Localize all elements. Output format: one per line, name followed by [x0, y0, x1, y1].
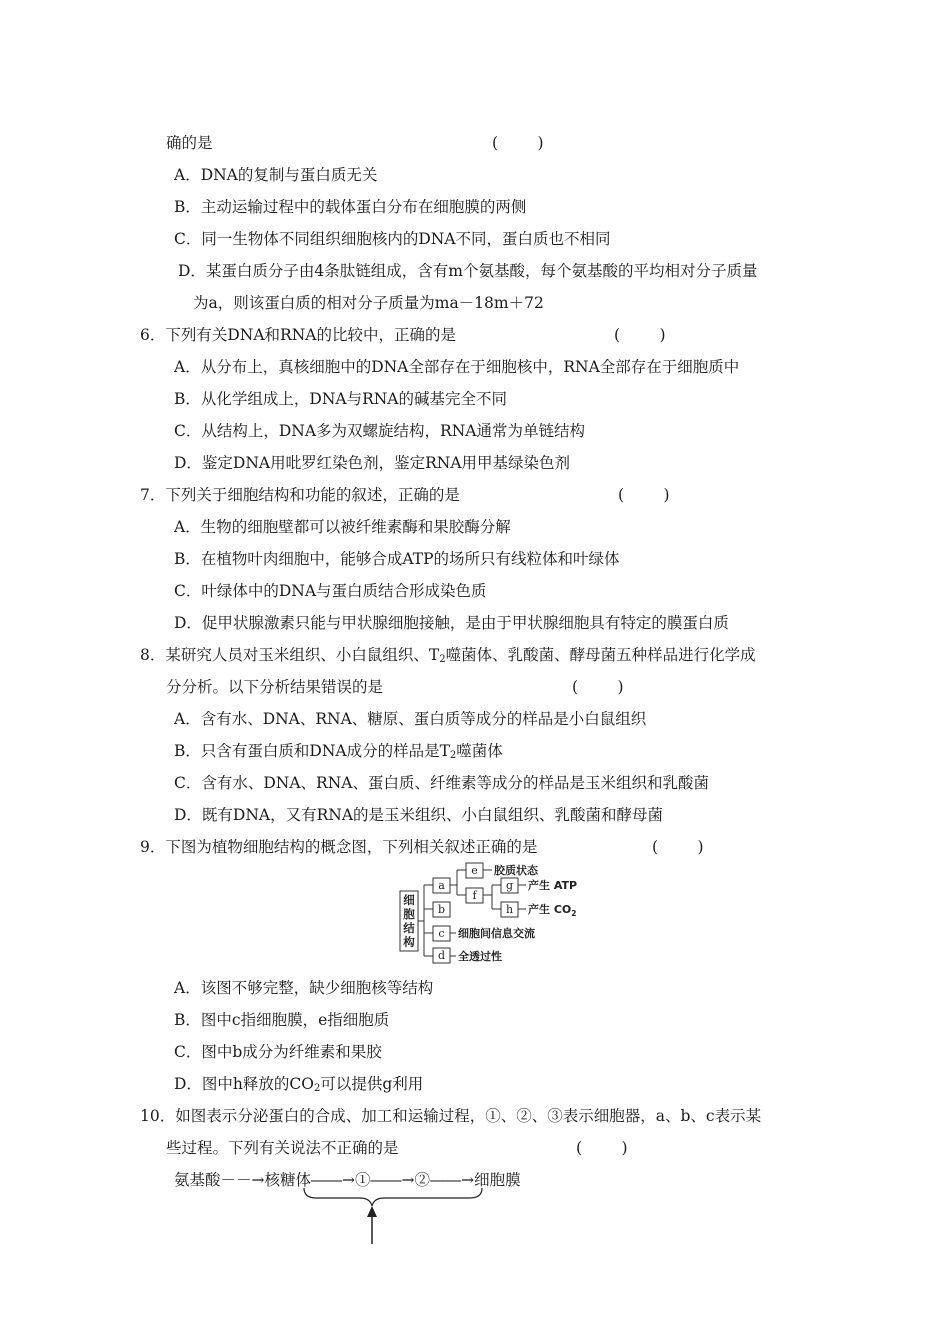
- q9-option-b: B．图中c指细胞膜，e指细胞质: [174, 1011, 390, 1029]
- q5-option-d-line1: D．某蛋白质分子由4条肽链组成，含有m个氨基酸，每个氨基酸的平均相对分子质量: [178, 262, 758, 280]
- q8-option-b: B．只含有蛋白质和DNA成分的样品是$T_2$噬菌体: [174, 742, 503, 761]
- root-char-1: 细: [403, 893, 415, 907]
- q8-option-d: D．既有DNA，又有RNA的是玉米组织、小白鼠组织、乳酸菌和酵母菌: [174, 806, 664, 824]
- node-f: f: [472, 889, 477, 902]
- q7-option-d: D．促甲状腺激素只能与甲状腺细胞接触，是由于甲状腺细胞具有特定的膜蛋白质: [174, 614, 729, 632]
- q9-option-a: A．该图不够完整，缺少细胞核等结构: [174, 979, 434, 997]
- q9-answer-paren: ( ): [652, 838, 704, 856]
- flow-arrow-d: ――→: [430, 1171, 475, 1189]
- root-char-3: 结: [403, 921, 415, 935]
- q7-option-b: B．在植物叶肉细胞中，能够合成ATP的场所只有线粒体和叶绿体: [174, 550, 620, 568]
- q8-answer-paren: ( ): [572, 678, 624, 696]
- flow-brace-with-arrow: [300, 1186, 490, 1248]
- flow-organelle-1: ①: [355, 1171, 371, 1189]
- node-d: d: [437, 949, 446, 962]
- q5-option-a: A．DNA的复制与蛋白质无关: [174, 166, 378, 184]
- root-char-2: 胞: [403, 907, 415, 921]
- label-h: 产生 $CO_2$: [528, 903, 577, 918]
- q5-option-c: C．同一生物体不同组织细胞核内的DNA不同，蛋白质也不相同: [174, 230, 611, 248]
- q7-option-a: A．生物的细胞壁都可以被纤维素酶和果胶酶分解: [174, 518, 511, 536]
- flow-ribosome: 核糖体: [264, 1171, 312, 1189]
- q5-option-d-line2: 为a，则该蛋白质的相对分子质量为ma－18m＋72: [193, 294, 544, 312]
- q5-stem-tail: 确的是: [166, 134, 213, 152]
- q6-option-b: B．从化学组成上，DNA与RNA的碱基完全不同: [174, 390, 508, 408]
- q9-option-c: C．图中b成分为纤维素和果胶: [174, 1043, 382, 1061]
- q10-stem-line2: 些过程。下列有关说法不正确的是: [166, 1139, 399, 1157]
- node-e: e: [471, 864, 478, 877]
- q8-stem-line1: 8．某研究人员对玉米组织、小白鼠组织、$T_2$噬菌体、乳酸菌、酵母菌五种样品进行化学成: [140, 646, 756, 665]
- q8-option-c: C．含有水、DNA、RNA、蛋白质、纤维素等成分的样品是玉米组织和乳酸菌: [174, 774, 709, 792]
- q5-option-b: B．主动运输过程中的载体蛋白分布在细胞膜的两侧: [174, 198, 527, 216]
- flow-amino-acid: 氨基酸: [174, 1171, 221, 1189]
- q9-option-d: D．图中h释放的$CO_2$可以提供g利用: [174, 1075, 424, 1094]
- q6-option-c: C．从结构上，DNA多为双螺旋结构，RNA通常为单链结构: [174, 422, 585, 440]
- node-c: c: [438, 927, 445, 940]
- up-arrow-head: [367, 1206, 377, 1217]
- flow-arrow-a: －－→: [220, 1171, 265, 1189]
- node-g: g: [505, 879, 514, 892]
- flow-cell-membrane: 细胞膜: [474, 1171, 521, 1189]
- q10-answer-paren: ( ): [576, 1139, 628, 1157]
- q10-stem-line1: 10．如图表示分泌蛋白的合成、加工和运输过程，①、②、③表示细胞器，a、b、c表示某: [140, 1107, 762, 1125]
- cell-structure-concept-map: [396, 860, 596, 968]
- label-e: 胶质状态: [494, 864, 538, 877]
- q7-answer-paren: ( ): [618, 486, 670, 504]
- flow-arrow-b: ――→: [311, 1171, 356, 1189]
- brace: [304, 1188, 482, 1206]
- node-a: a: [438, 879, 445, 892]
- flow-arrow-c: ――→: [370, 1171, 415, 1189]
- label-g: 产生 ATP: [528, 879, 578, 892]
- node-b: b: [437, 903, 446, 916]
- q8-stem-line2: 分分析。以下分析结果错误的是: [166, 678, 384, 696]
- flow-organelle-2: ②: [414, 1171, 431, 1189]
- root-char-4: 构: [403, 935, 415, 949]
- q8-option-a: A．含有水、DNA、RNA、糖原、蛋白质等成分的样品是小白鼠组织: [174, 710, 647, 728]
- q9-stem: 9．下图为植物细胞结构的概念图，下列相关叙述正确的是: [140, 838, 538, 856]
- q7-stem: 7．下列关于细胞结构和功能的叙述，正确的是: [140, 486, 460, 504]
- q6-stem: 6．下列有关DNA和RNA的比较中，正确的是: [140, 326, 456, 344]
- label-d: 全透过性: [458, 950, 502, 963]
- node-h: h: [505, 903, 514, 916]
- q6-answer-paren: ( ): [614, 326, 666, 344]
- q6-option-d: D．鉴定DNA用吡罗红染色剂，鉴定RNA用甲基绿染色剂: [174, 454, 571, 472]
- q7-option-c: C．叶绿体中的DNA与蛋白质结合形成染色质: [174, 582, 487, 600]
- q6-option-a: A．从分布上，真核细胞中的DNA全部存在于细胞核中，RNA全部存在于细胞质中: [174, 358, 740, 376]
- label-c: 细胞间信息交流: [458, 927, 535, 940]
- q5-answer-paren: ( ): [492, 134, 544, 152]
